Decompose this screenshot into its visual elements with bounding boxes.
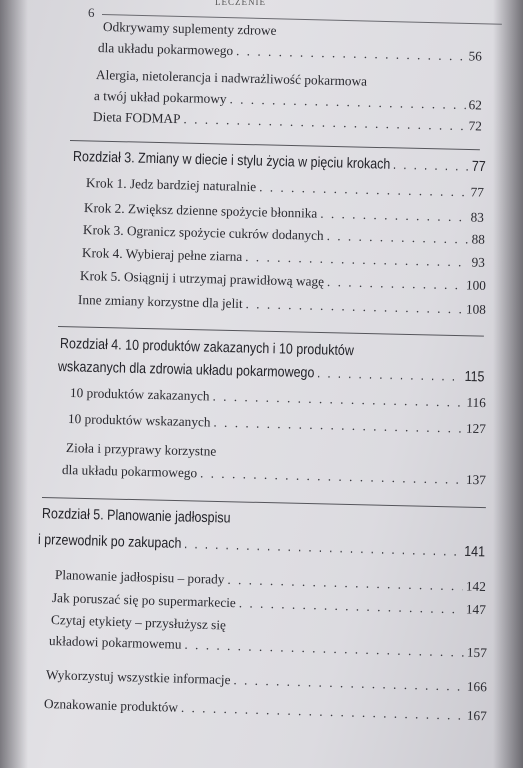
dot-leader — [184, 637, 464, 661]
dot-leader — [245, 249, 469, 270]
toc-entry — [84, 200, 484, 226]
toc-entry — [83, 222, 485, 248]
toc-entry-title: 10 produktów zakazanych — [69, 385, 210, 404]
toc-page-number: 166 — [466, 678, 488, 695]
dot-leader — [245, 296, 463, 317]
dot-leader — [200, 465, 463, 487]
dot-leader — [320, 206, 468, 226]
toc-entry-title: Krok 5. Osiągnij i utrzymaj prawidłową wagę — [79, 268, 325, 289]
toc-chapter-title: wskazanych dla zdrowia układu pokarmowego — [57, 359, 315, 382]
toc-page-number: 108 — [465, 301, 487, 317]
toc-chapter-title: i przewodnik po zakupach — [37, 532, 182, 553]
toc-chapter — [73, 149, 486, 175]
toc-entry — [78, 292, 486, 318]
toc-chapter-line: Rozdział 5. Planowanie jadłospisu — [41, 506, 231, 527]
dot-leader — [259, 179, 468, 200]
toc-page-number: 157 — [466, 644, 488, 661]
toc-entry-title: a twój układ pokarmowy — [93, 88, 227, 107]
toc-entry-title: Inne zmiany korzystne dla jelit — [77, 292, 243, 312]
toc-entry — [68, 411, 486, 437]
toc-page-number: 116 — [466, 394, 487, 411]
toc-chapter-title: Rozdział 3. Zmiany w diecie i stylu życia w pięciu krokach — [72, 149, 391, 173]
toc-entry-title: Krok 3. Ogranicz spożycie cukrów dodanych — [82, 222, 324, 243]
toc-page-number: 147 — [465, 601, 487, 618]
toc-page-number: 56 — [468, 48, 483, 64]
running-head: LECZENIE — [215, 0, 266, 7]
toc-entry — [62, 462, 486, 488]
toc-entry — [82, 245, 485, 271]
toc-entry-title: Krok 1. Jedz bardziej naturalnie — [85, 175, 257, 195]
dot-leader — [183, 111, 465, 134]
toc-entry — [46, 667, 487, 695]
dot-leader — [326, 228, 468, 247]
toc-page-number: 167 — [466, 707, 488, 724]
toc-entry-line: Odkrywamy suplementy zdrowe — [102, 19, 277, 38]
dot-leader — [229, 91, 465, 113]
toc-entry-title: Krok 2. Zwiększ dzienne spożycie błonnika — [83, 200, 318, 221]
toc-page-number: 141 — [463, 543, 486, 561]
toc-entry-title: 10 produktów wskazanych — [67, 411, 211, 430]
chapter-divider — [58, 326, 484, 337]
dot-leader — [227, 572, 463, 595]
toc-entry — [93, 109, 482, 134]
toc-entry — [44, 696, 487, 724]
toc-entry — [86, 175, 484, 201]
toc-page-number: 72 — [468, 118, 483, 134]
toc-entry-title: Krok 4. Wybieraj pełne ziarna — [81, 245, 243, 264]
toc-entry — [98, 40, 482, 65]
dot-leader — [327, 274, 463, 293]
toc-chapter — [38, 532, 485, 560]
dot-leader — [212, 388, 463, 410]
page-number: 6 — [88, 5, 95, 20]
toc-entry — [49, 633, 487, 661]
toc-page-number: 83 — [470, 209, 485, 225]
toc-chapter — [58, 359, 485, 385]
toc-entry-title: Planowanie jadłospisu – porady — [54, 567, 225, 587]
chapter-divider — [70, 140, 480, 150]
toc-entry-title: układowi pokarmowemu — [48, 633, 182, 652]
dot-leader — [184, 536, 462, 560]
toc-entry — [80, 268, 486, 294]
dot-leader — [236, 43, 466, 64]
toc-page-number: 127 — [465, 420, 487, 437]
toc-entry-line: Alergia, nietolerancja i nadwrażliwość pokarmowa — [95, 67, 368, 89]
toc-page-number: 77 — [471, 158, 486, 176]
toc-entry-line: Czytaj etykiety – przysłużysz się — [50, 612, 227, 633]
dot-leader — [393, 157, 470, 175]
dot-leader — [233, 672, 464, 694]
toc-page-number: 77 — [470, 184, 485, 200]
toc-entry-title: Dieta FODMAP — [92, 109, 181, 127]
toc-entry-title: Oznakowanie produktów — [43, 696, 179, 715]
toc-entry-line: Zioła i przyprawy korzystne — [65, 440, 217, 459]
toc-page-number: 100 — [465, 277, 487, 293]
toc-page-number: 137 — [465, 471, 487, 488]
toc-page-number: 62 — [468, 97, 483, 113]
toc-entry — [55, 567, 486, 595]
toc-chapter-line: Rozdział 4. 10 produktów zakazanych i 10 produktów — [59, 336, 355, 360]
toc-page-number: 142 — [465, 578, 487, 595]
chapter-divider — [42, 497, 486, 508]
toc-entry-title: dla układu pokarmowego — [61, 462, 198, 481]
dot-leader — [317, 365, 462, 385]
toc-page-number: 93 — [471, 254, 486, 270]
toc-entry-title: Jak poruszać się po supermarkecie — [51, 590, 237, 611]
dot-leader — [213, 415, 463, 437]
dot-leader — [239, 595, 464, 617]
toc-entry-title: Wykorzystuj wszystkie informacje — [45, 667, 231, 688]
toc-page-number: 88 — [471, 231, 486, 247]
dot-leader — [181, 700, 464, 724]
toc-entry — [70, 385, 486, 411]
toc-entry-title: dla układu pokarmowego — [97, 40, 234, 59]
toc-page-number: 115 — [464, 368, 485, 386]
